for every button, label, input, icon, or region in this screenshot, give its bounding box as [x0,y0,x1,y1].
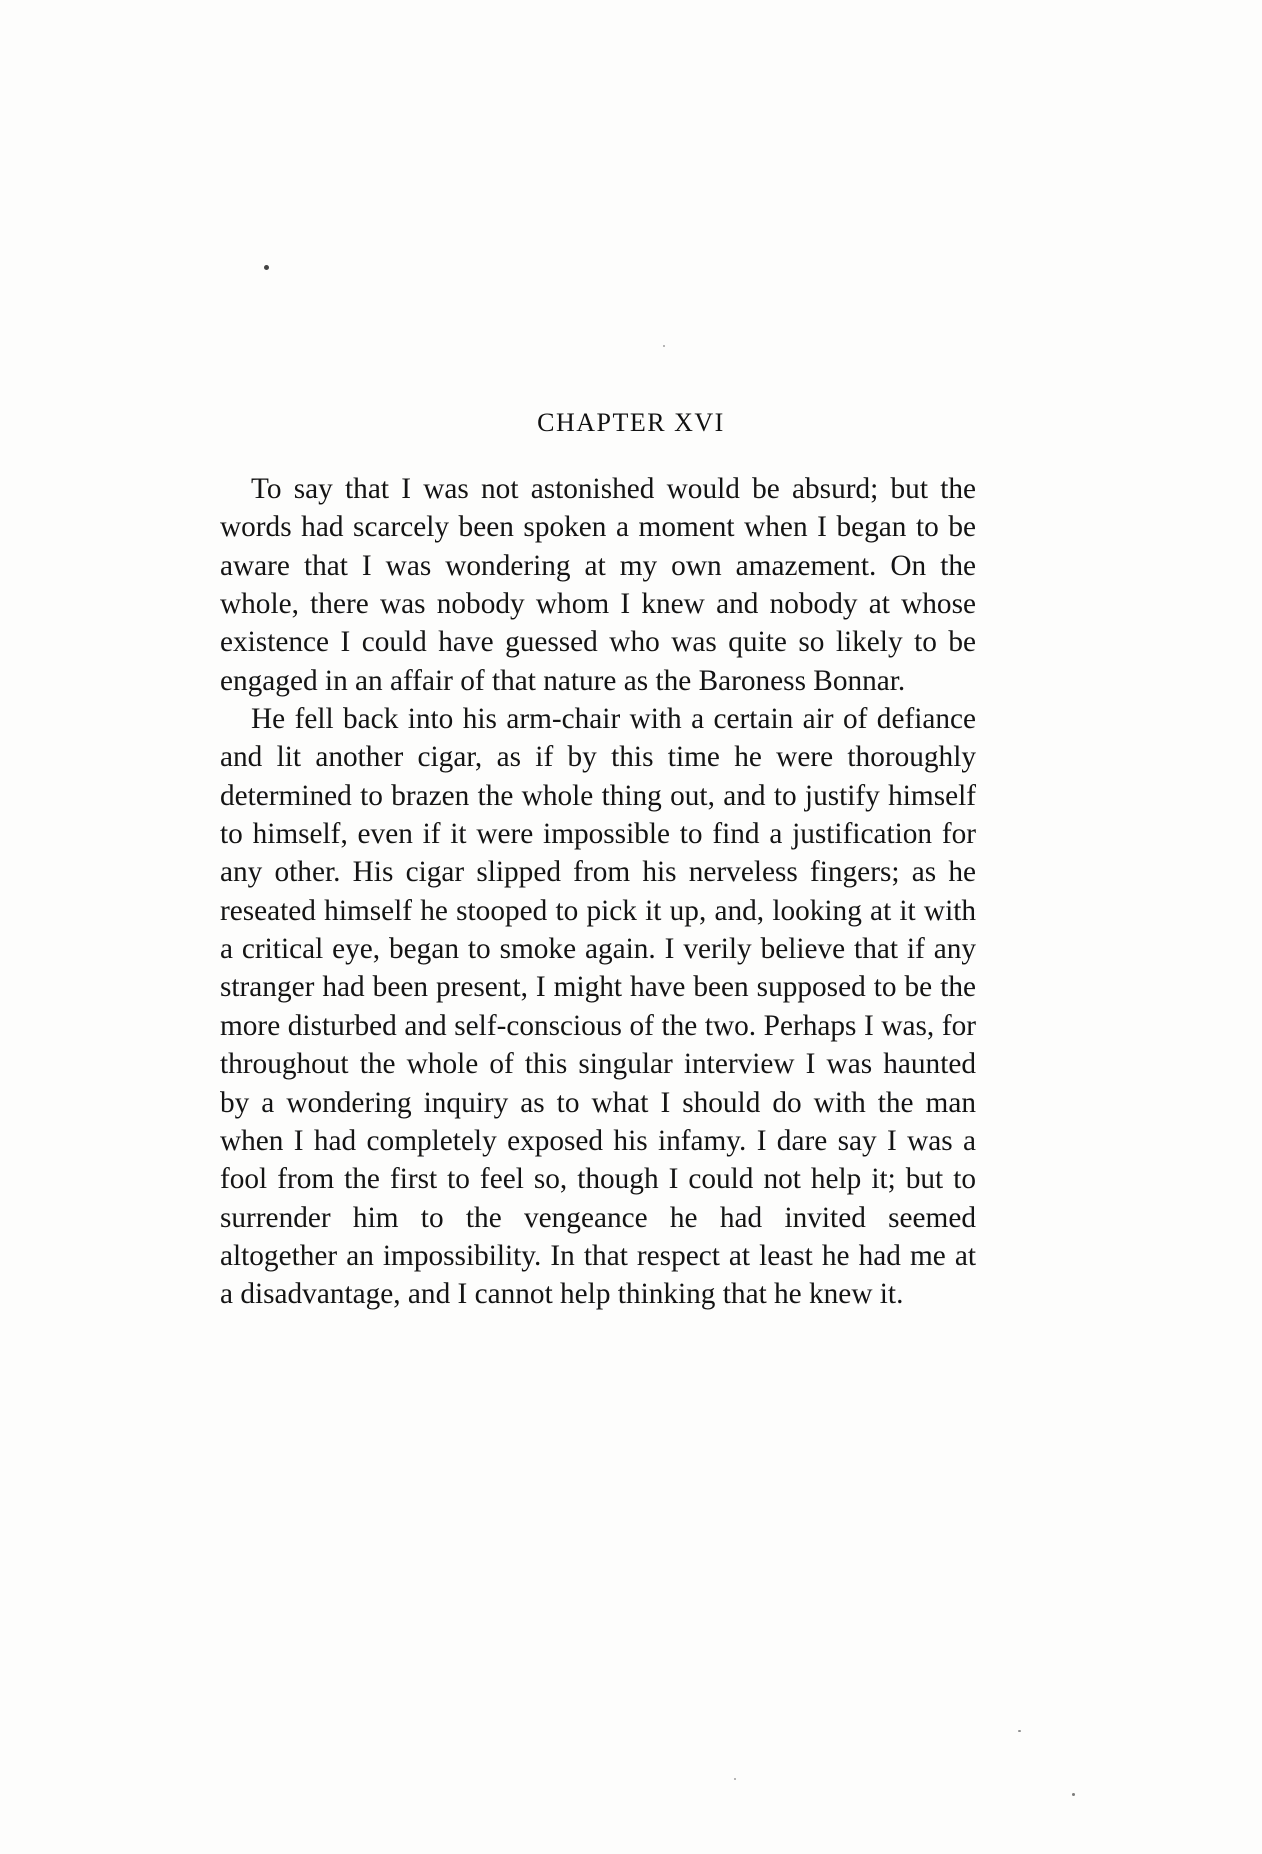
ink-speck [264,265,269,270]
ink-speck [1018,1730,1021,1732]
chapter-body [220,470,976,1314]
ink-speck [1072,1793,1075,1796]
ink-speck [734,1778,736,1780]
ink-speck [663,345,665,347]
paragraph: To say that I was not astonished would be absurd; but the words had scarcely been spoken a moment when I began to be aware that I was wondering at my own amazement. On the whole, there was nobody whom I knew and nobody at whose existence I could have guessed who was quite so likely to be engaged in an affair of that nature as the Baroness Bonnar. [220,473,976,697]
chapter-title: CHAPTER XVI [537,408,725,437]
paragraph: He fell back into his arm-chair with a certain air of defiance and lit another cigar, as if by this time he were thoroughly determined to brazen the whole thing out, and to justify himself to himself, even if it were impossible to find a justification for any other. His cigar slipped from his nerveless fingers; as he reseated himself he stooped to pick it up, and, looking at it with a critical eye, began to smoke again. I verily believe that if any stranger had been present, I might have been supposed to be the more disturbed and self-conscious of the two. Perhaps I was, for throughout the whole of this singular interview I was haunted by a wondering inquiry as to what I should do with the man when I had completely exposed his infamy. I dare say I was a fool from the first to feel so, though I could not help it; but to surrender him to the vengeance he had invited seemed altogether an impossibility. In that respect at least he had me at a disadvantage, and I cannot help thinking that he knew it. [220,703,976,1311]
